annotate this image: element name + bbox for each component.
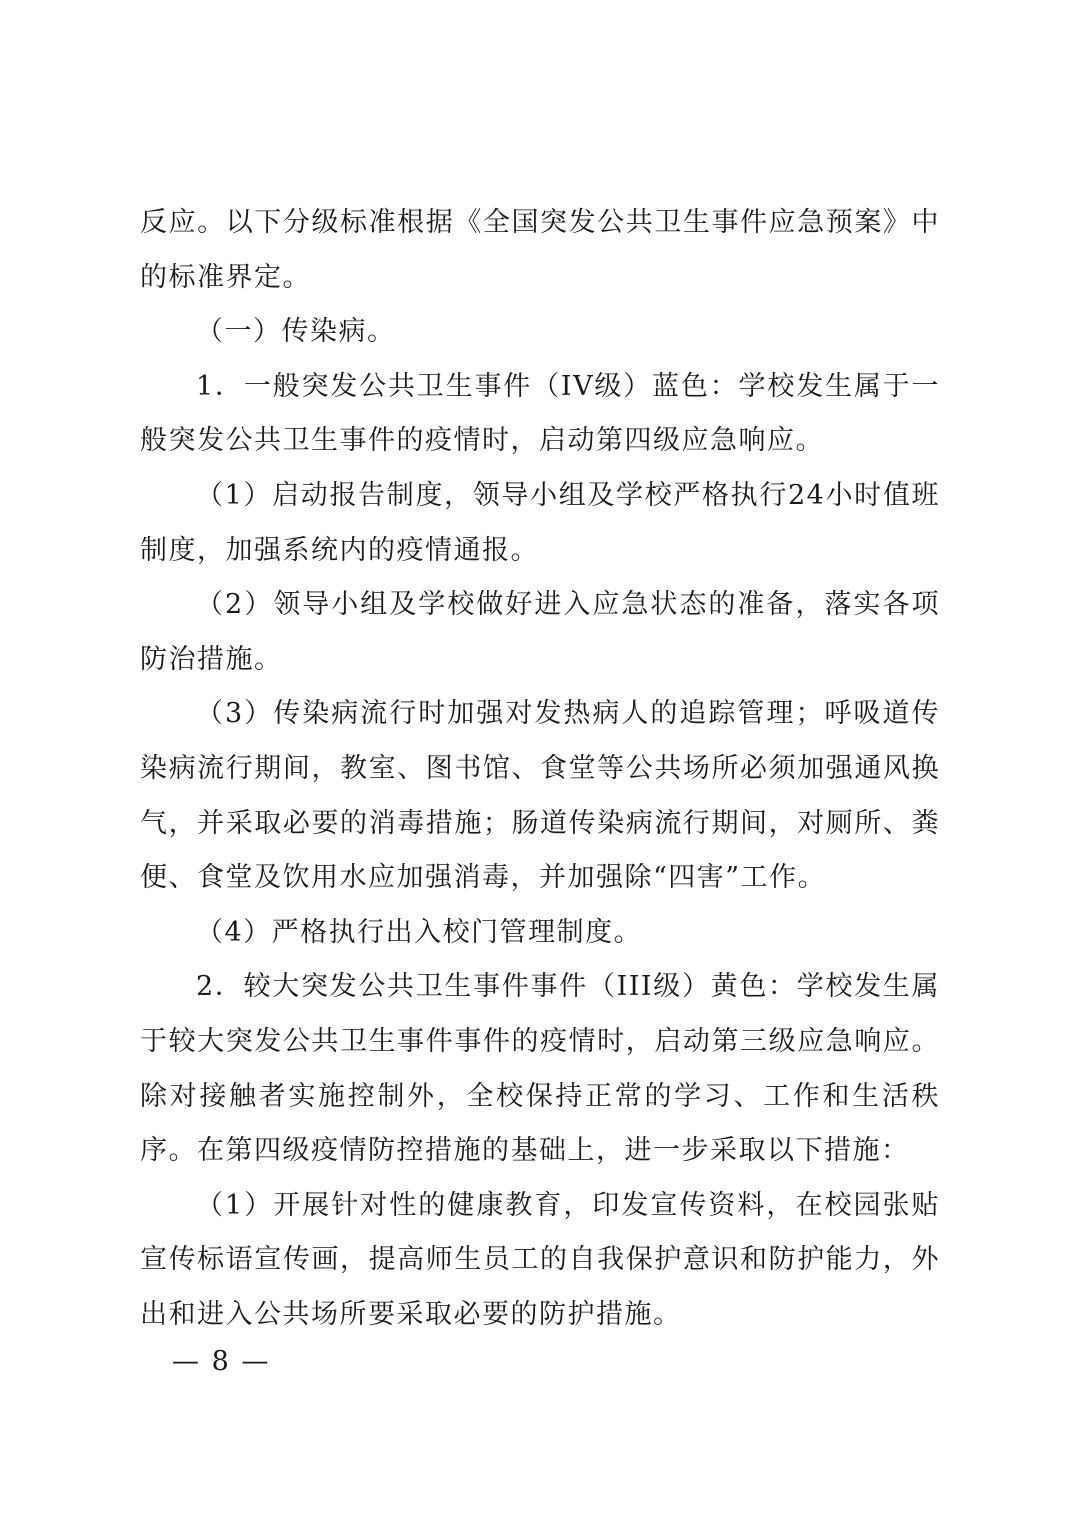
paragraph-measure-1: （1）启动报告制度，领导小组及学校严格执行24小时值班制度，加强系统内的疫情通报。 — [140, 479, 940, 566]
paragraph-level-iii: 2．较大突发公共卫生事件事件（III级）黄色：学校发生属于较大突发公共卫生事件事件的疫情时，启动第三级应急响应。除对接触者实施控制外，全校保持正常的学习、工作和生活秩序。在第四级疫情防控措施的基础上，进一步采取以下措施： — [140, 971, 940, 1167]
section-heading-infectious-disease: （一）传染病。 — [196, 316, 396, 348]
paragraph-level-iii-measure-1: （1）开展针对性的健康教育，印发宣传资料，在校园张贴宣传标语宣传画，提高师生员工的自我保护意识和防护能力，外出和进入公共场所要采取必要的防护措施。 — [140, 1189, 940, 1330]
paragraph-continuation: 反应。以下分级标准根据《全国突发公共卫生事件应急预案》中的标准界定。 — [140, 207, 940, 293]
paragraph-measure-4: （4）严格执行出入校门管理制度。 — [196, 916, 643, 948]
paragraph-measure-2: （2）领导小组及学校做好进入应急状态的准备，落实各项防治措施。 — [140, 589, 940, 675]
page-number: — 8 — — [172, 1346, 271, 1377]
paragraph-measure-3: （3）传染病流行时加强对发热病人的追踪管理；呼吸道传染病流行期间，教室、图书馆、食堂等公共场所必须加强通风换气，并采取必要的消毒措施；肠道传染病流行期间，对厕所、粪便、食堂及饮用水应加强消毒，并加强除“四害”工作。 — [140, 698, 940, 894]
paragraph-level-iv: 1．一般突发公共卫生事件（IV级）蓝色：学校发生属于一般突发公共卫生事件的疫情时，启动第四级应急响应。 — [140, 370, 940, 457]
document-body — [140, 196, 940, 1342]
